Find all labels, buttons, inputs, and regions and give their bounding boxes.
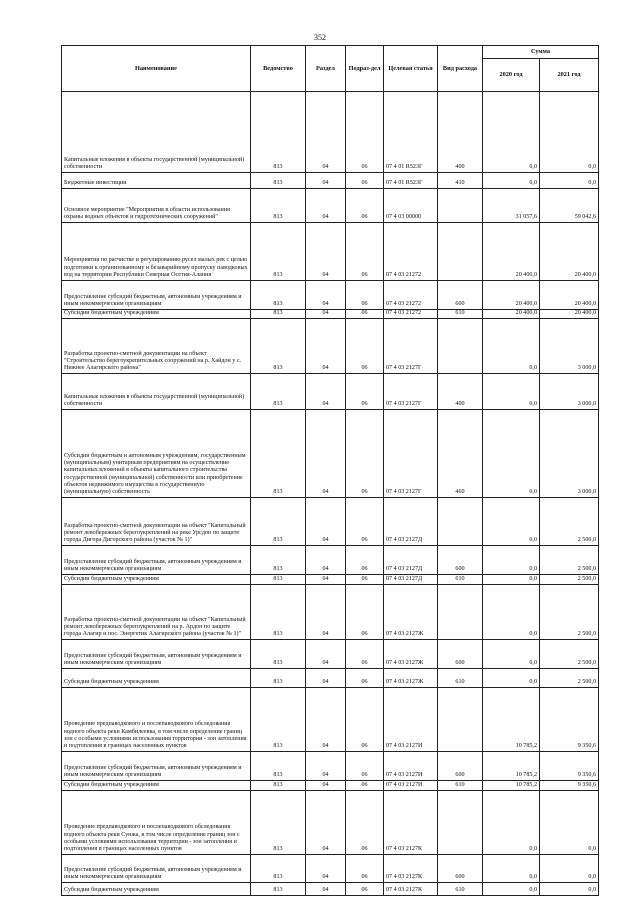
row-sum-2021: 20 400,0 bbox=[540, 223, 599, 281]
row-sum-2020: 0,0 bbox=[483, 585, 540, 640]
row-exp-type: 610 bbox=[438, 781, 483, 791]
row-subsection: 06 bbox=[346, 585, 384, 640]
table-row bbox=[62, 173, 599, 189]
row-name: Предоставление субсидий бюджетным, автономным учреждениям и иным некоммерческим организациям bbox=[62, 281, 251, 310]
row-dept: 813 bbox=[251, 855, 306, 883]
table-row bbox=[62, 575, 599, 585]
row-name: Предоставление субсидий бюджетным, автономным учреждениям и иным некоммерческим организациям bbox=[62, 855, 251, 883]
row-subsection: 06 bbox=[346, 410, 384, 498]
row-exp-type: 610 bbox=[438, 310, 483, 319]
row-section: 04 bbox=[306, 310, 346, 319]
row-name: Субсидии бюджетным учреждениям bbox=[62, 883, 251, 896]
row-subsection: 06 bbox=[346, 310, 384, 319]
row-sum-2021: 2 500,0 bbox=[540, 640, 599, 669]
row-sum-2021: 3 000,0 bbox=[540, 319, 599, 374]
row-subsection: 06 bbox=[346, 781, 384, 791]
row-subsection: 06 bbox=[346, 498, 384, 546]
row-exp-type bbox=[438, 498, 483, 546]
table-row bbox=[62, 669, 599, 688]
row-name: Капитальные вложения в объекты государственной (муниципальной) собственности bbox=[62, 374, 251, 410]
table-row bbox=[62, 546, 599, 575]
row-subsection: 06 bbox=[346, 575, 384, 585]
row-section: 04 bbox=[306, 752, 346, 781]
row-target: 07 4 03 2127Г bbox=[384, 374, 438, 410]
header-section: Раздел bbox=[306, 46, 346, 92]
row-sum-2021: 3 000,0 bbox=[540, 374, 599, 410]
row-name: Предоставление субсидий бюджетным, автономным учреждениям и иным некоммерческим организациям bbox=[62, 546, 251, 575]
row-sum-2020: 31 057,6 bbox=[483, 189, 540, 223]
row-sum-2021: 20 400,0 bbox=[540, 310, 599, 319]
row-sum-2021: 0,0 bbox=[540, 92, 599, 173]
row-target: 07 4 03 2127К bbox=[384, 883, 438, 896]
row-name: Основное мероприятие "Мероприятия в области использования охраны водных объектов и гидротехнических сооружений" bbox=[62, 189, 251, 223]
row-name: Предоставление субсидий бюджетным, автономным учреждениям и иным некоммерческим организациям bbox=[62, 640, 251, 669]
row-sum-2020: 0,0 bbox=[483, 640, 540, 669]
row-dept: 813 bbox=[251, 310, 306, 319]
row-section: 04 bbox=[306, 585, 346, 640]
row-section: 04 bbox=[306, 189, 346, 223]
row-dept: 813 bbox=[251, 791, 306, 855]
row-name: Разработка проектно-сметной документации на объект "Капитальный ремонт левобережных берегоукреплений на р. Ардон по защите города Алагир и пос. Энергетик Алагирского района (участок № 1)" bbox=[62, 585, 251, 640]
row-sum-2021: 2 500,0 bbox=[540, 498, 599, 546]
row-exp-type bbox=[438, 223, 483, 281]
row-exp-type bbox=[438, 791, 483, 855]
row-sum-2021: 2 500,0 bbox=[540, 669, 599, 688]
row-exp-type: 400 bbox=[438, 374, 483, 410]
row-section: 04 bbox=[306, 319, 346, 374]
row-section: 04 bbox=[306, 546, 346, 575]
table-row bbox=[62, 310, 599, 319]
header-year-2021: 2021 год bbox=[540, 59, 599, 92]
row-name: Проведение предпаводкового и послепаводкового обследования водного объекта реки Сунжа, в том числе определение границ зон с особыми условиями использования территории - зон затопления и подтопления в границах населенных пунктов bbox=[62, 791, 251, 855]
row-dept: 813 bbox=[251, 688, 306, 752]
row-sum-2021: 0,0 bbox=[540, 791, 599, 855]
header-subsection: Подраз-дел bbox=[346, 46, 384, 92]
row-sum-2020: 20 400,0 bbox=[483, 223, 540, 281]
table-row bbox=[62, 189, 599, 223]
row-subsection: 06 bbox=[346, 546, 384, 575]
row-target: 07 4 03 2127Д bbox=[384, 498, 438, 546]
row-exp-type: 610 bbox=[438, 883, 483, 896]
row-section: 04 bbox=[306, 883, 346, 896]
row-subsection: 06 bbox=[346, 640, 384, 669]
row-target: 07 4 03 2127К bbox=[384, 855, 438, 883]
row-section: 04 bbox=[306, 498, 346, 546]
table-row bbox=[62, 640, 599, 669]
row-name: Субсидии бюджетным учреждениям bbox=[62, 310, 251, 319]
row-dept: 813 bbox=[251, 374, 306, 410]
row-sum-2021: 2 500,0 bbox=[540, 585, 599, 640]
header-exp-type: Вид расхода bbox=[438, 46, 483, 92]
row-sum-2021: 0,0 bbox=[540, 173, 599, 189]
row-dept: 813 bbox=[251, 575, 306, 585]
header-target: Целевая статья bbox=[384, 46, 438, 92]
row-name: Разработка проектно-сметной документации на объект "Капитальный ремонт левобережных берегоукреплений на реке Урсдон по защите города Дигора Дигорского района (участок № 1)" bbox=[62, 498, 251, 546]
row-sum-2021: 9 350,6 bbox=[540, 781, 599, 791]
row-sum-2020: 0,0 bbox=[483, 546, 540, 575]
row-exp-type bbox=[438, 585, 483, 640]
row-sum-2020: 10 785,2 bbox=[483, 752, 540, 781]
row-exp-type: 600 bbox=[438, 640, 483, 669]
row-sum-2020: 0,0 bbox=[483, 575, 540, 585]
row-exp-type: 410 bbox=[438, 173, 483, 189]
row-section: 04 bbox=[306, 410, 346, 498]
row-section: 04 bbox=[306, 92, 346, 173]
row-exp-type: 460 bbox=[438, 410, 483, 498]
row-name: Предоставление субсидий бюджетным, автономным учреждениям и иным некоммерческим организациям bbox=[62, 752, 251, 781]
row-exp-type bbox=[438, 688, 483, 752]
row-sum-2020: 10 785,2 bbox=[483, 688, 540, 752]
row-sum-2020: 20 400,0 bbox=[483, 310, 540, 319]
row-sum-2020: 0,0 bbox=[483, 173, 540, 189]
table-row bbox=[62, 883, 599, 896]
budget-table bbox=[61, 45, 599, 896]
header-name: Наименование bbox=[62, 46, 251, 92]
row-sum-2021: 0,0 bbox=[540, 883, 599, 896]
row-dept: 813 bbox=[251, 189, 306, 223]
row-target: 07 4 03 2127Д bbox=[384, 546, 438, 575]
row-dept: 813 bbox=[251, 669, 306, 688]
row-sum-2021: 2 500,0 bbox=[540, 575, 599, 585]
row-sum-2020: 0,0 bbox=[483, 883, 540, 896]
row-exp-type: 610 bbox=[438, 575, 483, 585]
row-subsection: 06 bbox=[346, 319, 384, 374]
row-dept: 813 bbox=[251, 640, 306, 669]
row-name: Субсидии бюджетным учреждениям bbox=[62, 781, 251, 791]
row-sum-2021: 0,0 bbox=[540, 855, 599, 883]
row-section: 04 bbox=[306, 223, 346, 281]
row-sum-2021: 20 400,0 bbox=[540, 281, 599, 310]
table-row bbox=[62, 791, 599, 855]
row-sum-2020: 0,0 bbox=[483, 498, 540, 546]
row-target: 07 4 03 2127Ж bbox=[384, 585, 438, 640]
row-section: 04 bbox=[306, 640, 346, 669]
table-row bbox=[62, 781, 599, 791]
row-target: 07 4 01 R523Г bbox=[384, 173, 438, 189]
row-name: Субсидии бюджетным учреждениям bbox=[62, 575, 251, 585]
row-subsection: 06 bbox=[346, 669, 384, 688]
table-row bbox=[62, 688, 599, 752]
row-target: 07 4 03 2127И bbox=[384, 752, 438, 781]
row-target: 07 4 03 21272 bbox=[384, 310, 438, 319]
table-row bbox=[62, 498, 599, 546]
row-target: 07 4 01 R523Г bbox=[384, 92, 438, 173]
row-dept: 813 bbox=[251, 883, 306, 896]
table-row bbox=[62, 223, 599, 281]
row-name: Разработка проектно-сметной документации на объект "Строительство берегоукрепительных сооружений на р. Хайдон у с. Нижнее Алагирского района" bbox=[62, 319, 251, 374]
row-subsection: 06 bbox=[346, 855, 384, 883]
table-row bbox=[62, 855, 599, 883]
row-sum-2020: 0,0 bbox=[483, 319, 540, 374]
row-target: 07 4 03 2127Д bbox=[384, 575, 438, 585]
row-dept: 813 bbox=[251, 585, 306, 640]
row-sum-2020: 0,0 bbox=[483, 410, 540, 498]
row-name: Проведение предпаводкового и послепаводкового обследования водного объекта реки Камбилеевка, в том числе определение границ зон с особыми условиями использования территории - зон затопления и подтопления в границах населенных пунктов bbox=[62, 688, 251, 752]
row-dept: 813 bbox=[251, 173, 306, 189]
row-subsection: 06 bbox=[346, 374, 384, 410]
row-exp-type bbox=[438, 189, 483, 223]
row-exp-type bbox=[438, 319, 483, 374]
row-dept: 813 bbox=[251, 752, 306, 781]
row-exp-type: 400 bbox=[438, 92, 483, 173]
row-target: 07 4 03 2127И bbox=[384, 688, 438, 752]
row-subsection: 06 bbox=[346, 223, 384, 281]
row-sum-2021: 9 350,6 bbox=[540, 752, 599, 781]
row-name: Субсидии бюджетным учреждениям bbox=[62, 669, 251, 688]
row-sum-2020: 0,0 bbox=[483, 855, 540, 883]
row-sum-2020: 0,0 bbox=[483, 92, 540, 173]
row-name: Бюджетные инвестиции bbox=[62, 173, 251, 189]
row-target: 07 4 03 2127И bbox=[384, 781, 438, 791]
row-target: 07 4 03 2127Ж bbox=[384, 640, 438, 669]
table-row bbox=[62, 410, 599, 498]
row-sum-2021: 2 500,0 bbox=[540, 546, 599, 575]
row-name: Капитальные вложения в объекты государственной (муниципальной) собственности bbox=[62, 92, 251, 173]
table-row bbox=[62, 319, 599, 374]
row-section: 04 bbox=[306, 688, 346, 752]
row-target: 07 4 03 21272 bbox=[384, 281, 438, 310]
row-sum-2021: 3 000,0 bbox=[540, 410, 599, 498]
row-sum-2020: 20 400,0 bbox=[483, 281, 540, 310]
row-dept: 813 bbox=[251, 781, 306, 791]
row-dept: 813 bbox=[251, 281, 306, 310]
row-dept: 813 bbox=[251, 223, 306, 281]
row-subsection: 06 bbox=[346, 791, 384, 855]
row-subsection: 06 bbox=[346, 173, 384, 189]
row-dept: 813 bbox=[251, 498, 306, 546]
header-dept: Ведомство bbox=[251, 46, 306, 92]
row-target: 07 4 03 2127К bbox=[384, 791, 438, 855]
row-target: 07 4 03 21272 bbox=[384, 223, 438, 281]
row-section: 04 bbox=[306, 281, 346, 310]
row-subsection: 06 bbox=[346, 189, 384, 223]
row-section: 04 bbox=[306, 791, 346, 855]
row-subsection: 06 bbox=[346, 281, 384, 310]
row-section: 04 bbox=[306, 374, 346, 410]
row-sum-2020: 0,0 bbox=[483, 791, 540, 855]
table-row bbox=[62, 374, 599, 410]
table-row bbox=[62, 585, 599, 640]
row-target: 07 4 03 00000 bbox=[384, 189, 438, 223]
table-row bbox=[62, 92, 599, 173]
row-subsection: 06 bbox=[346, 752, 384, 781]
row-exp-type: 610 bbox=[438, 669, 483, 688]
row-section: 04 bbox=[306, 781, 346, 791]
row-section: 04 bbox=[306, 669, 346, 688]
row-exp-type: 600 bbox=[438, 281, 483, 310]
page-number: 352 bbox=[314, 33, 326, 42]
row-dept: 813 bbox=[251, 546, 306, 575]
row-target: 07 4 03 2127Г bbox=[384, 410, 438, 498]
row-sum-2020: 10 785,2 bbox=[483, 781, 540, 791]
row-target: 07 4 03 2127Ж bbox=[384, 669, 438, 688]
row-subsection: 06 bbox=[346, 688, 384, 752]
row-dept: 813 bbox=[251, 410, 306, 498]
row-target: 07 4 03 2127Г bbox=[384, 319, 438, 374]
row-subsection: 06 bbox=[346, 883, 384, 896]
header-sum: Сумма bbox=[483, 46, 599, 59]
row-exp-type: 600 bbox=[438, 855, 483, 883]
row-name: Мероприятия по расчистке и регулированию русел малых рек с целью подготовки к организованному и безаварийному пропуску паводковых вод на территории Республики Северная Осетия-Алания bbox=[62, 223, 251, 281]
row-dept: 813 bbox=[251, 319, 306, 374]
row-section: 04 bbox=[306, 173, 346, 189]
row-exp-type: 600 bbox=[438, 752, 483, 781]
row-sum-2020: 0,0 bbox=[483, 669, 540, 688]
header-year-2020: 2020 год bbox=[483, 59, 540, 92]
row-exp-type: 600 bbox=[438, 546, 483, 575]
row-subsection: 06 bbox=[346, 92, 384, 173]
row-dept: 813 bbox=[251, 92, 306, 173]
table-row bbox=[62, 752, 599, 781]
table-row bbox=[62, 281, 599, 310]
row-sum-2020: 0,0 bbox=[483, 374, 540, 410]
row-section: 04 bbox=[306, 575, 346, 585]
row-sum-2021: 59 042,6 bbox=[540, 189, 599, 223]
row-section: 04 bbox=[306, 855, 346, 883]
row-sum-2021: 9 350,6 bbox=[540, 688, 599, 752]
row-name: Субсидии бюджетным и автономным учреждениям, государственным (муниципальным) унитарным предприятиям на осуществление капитальных вложений в объекты капитального строительства государственной (муниципальной) собственности или приобретение объектов недвижимого имущества в государственную (муниципальную) собственность bbox=[62, 410, 251, 498]
